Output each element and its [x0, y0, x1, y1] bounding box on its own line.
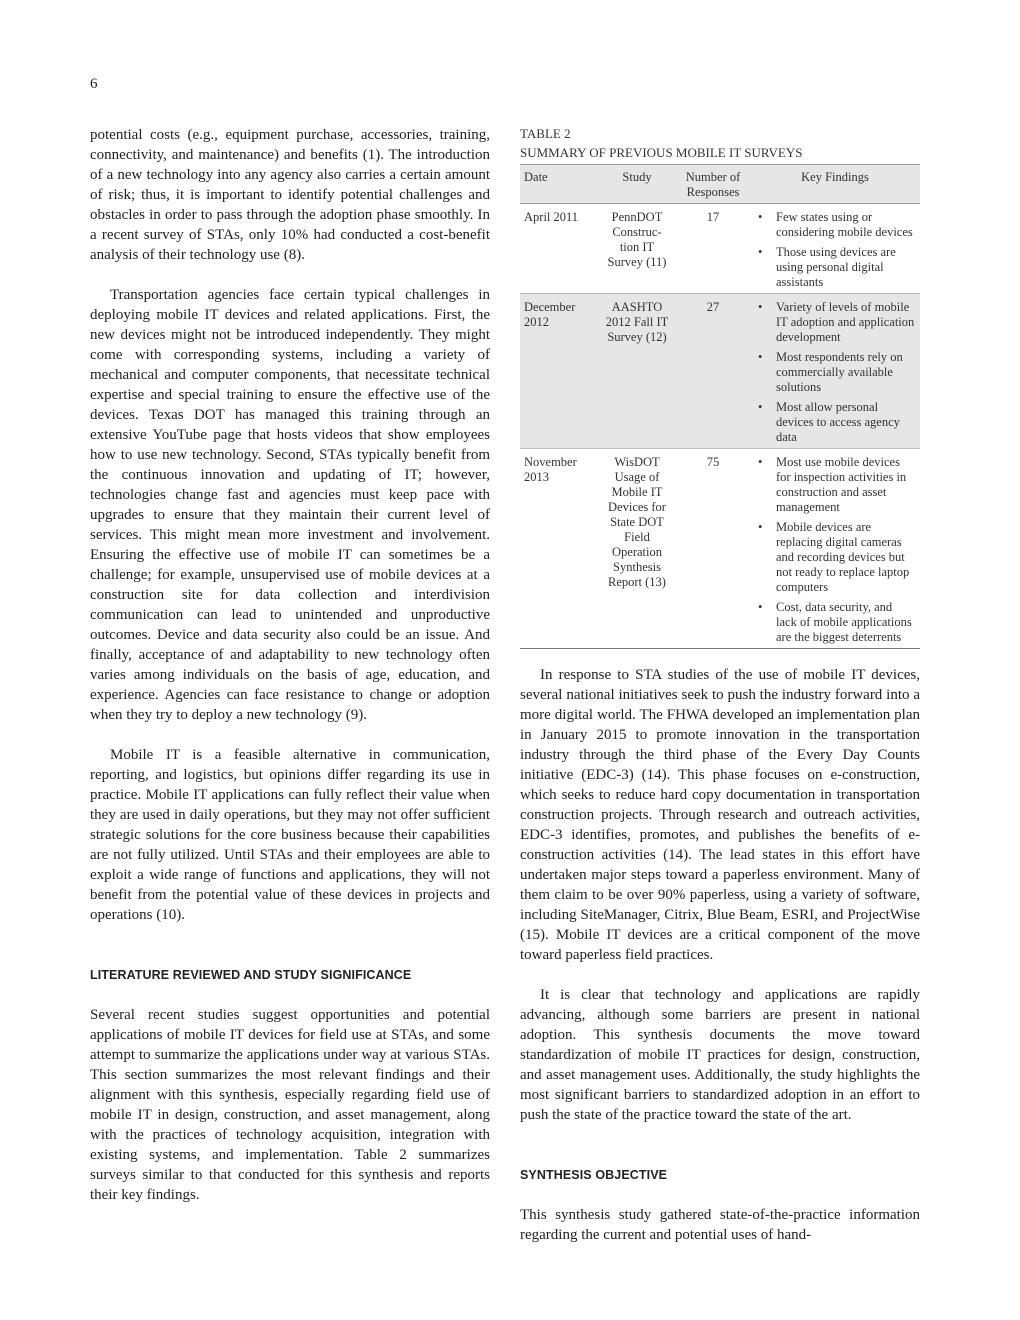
finding-item: • Mobile devices are replacing digital cameras and recording devices but not ready to replace laptop computers	[758, 520, 910, 594]
table-label: TABLE 2	[520, 126, 571, 141]
cell-study: AASHTO 2012 Fall IT Survey (12)	[598, 294, 676, 449]
finding-item: • Most allow personal devices to access agency data	[758, 400, 900, 444]
finding-item: • Variety of levels of mobile IT adoption and application development	[758, 300, 915, 344]
left-paragraph-1: potential costs (e.g., equipment purchase, accessories, training, connectivity, and maintenance) and benefits (1). The introduction of a new technology into any agency also carries a certain amount of risk; thus, it is important to identify potential challenges and obstacles in order to pass through the adoption phase smoothly. In a recent survey of STAs, only 10% had conducted a cost-benefit analysis of their technology use (8).	[90, 127, 490, 263]
cell-date: April 2011	[520, 204, 598, 294]
table-header-row	[520, 165, 920, 204]
cell-study: PennDOT Construc- tion IT Survey (11)	[598, 204, 676, 294]
summary-table-block	[520, 124, 920, 649]
right-paragraph-1: In response to STA studies of the use of mobile IT devices, several national initiatives seek to push the industry forward into a more digital world. The FHWA developed an implementation plan in January 2015 to promote innovation in the transportation industry through the third phase of the Every Day Counts initiative (EDC-3) (14). This phase focuses on e-construction, which seeks to reduce hard copy documentation in transportation construction projects. Through research and outreach activities, EDC-3 identifies, promotes, and publishes the benefits of e-construction activities (14). The lead states in this effort have undertaken major steps toward a paperless environment. Many of them claim to be over 90% paperless, using a variety of software, including SiteManager, Citrix, Blue Beam, ESRI, and ProjectWise (15). Mobile IT devices are a critical component of the move toward paperless field practices.	[520, 667, 920, 963]
section-heading-objective: SYNTHESIS OBJECTIVE	[520, 1168, 668, 1182]
cell-responses: 27	[676, 294, 750, 449]
cell-findings	[750, 294, 920, 449]
table-row	[520, 294, 920, 449]
cell-study: WisDOT Usage of Mobile IT Devices for State DOT Field Operation Synthesis Report (13)	[598, 449, 676, 649]
cell-findings	[750, 449, 920, 649]
cell-date: December 2012	[520, 294, 598, 449]
summary-table	[520, 164, 920, 649]
cell-findings	[750, 204, 920, 294]
table-row	[520, 449, 920, 649]
right-column	[520, 665, 920, 1245]
finding-item: • Few states using or considering mobile devices	[758, 210, 913, 239]
finding-item: • Those using devices are using personal digital assistants	[758, 245, 896, 289]
left-paragraph-4: Several recent studies suggest opportunities and potential applications of mobile IT devices for field use at STAs, and some attempt to summarize the applications under way at various STAs. This section summarizes the most relevant findings and their alignment with this synthesis, especially regarding field use of mobile IT in design, construction, and asset management, along with the practices of technology acquisition, integration with existing systems, and implementation. Table 2 summarizes surveys similar to that conducted for this synthesis and reports their key findings.	[90, 1007, 490, 1203]
finding-item: • Most use mobile devices for inspection activities in construction and asset management	[758, 455, 907, 514]
right-paragraph-3: This synthesis study gathered state-of-the-practice information regarding the current and potential uses of hand-	[520, 1207, 920, 1243]
cell-date: November 2013	[520, 449, 598, 649]
left-column	[90, 125, 490, 1205]
finding-item: • Most respondents rely on commercially available solutions	[758, 350, 903, 394]
right-paragraph-2: It is clear that technology and applications are rapidly advancing, although some barriers are present in national adoption. This synthesis documents the move toward standardization of mobile IT practices for design, construction, and asset management uses. Additionally, the study highlights the most significant barriers to standardized adoption in an effort to push the state of the practice toward the state of the art.	[520, 987, 920, 1123]
finding-item: • Cost, data security, and lack of mobile applications are the biggest deterrents	[758, 600, 912, 644]
header-findings: Key Findings	[750, 165, 920, 204]
header-responses: Number of Responses	[676, 165, 750, 204]
left-paragraph-3: Mobile IT is a feasible alternative in communication, reporting, and logistics, but opinions differ regarding its use in practice. Mobile IT applications can fully reflect their value when they are used in daily operations, but they may not offer sufficient strategic solutions for the core business because their capabilities are not fully utilized. Until STAs and their employees are able to exploit a wide range of functions and applications, they will not benefit from the potential value of these devices in projects and operations (10).	[90, 747, 490, 923]
page-number: 6	[90, 76, 98, 92]
section-heading-literature: LITERATURE REVIEWED AND STUDY SIGNIFICANCE	[90, 968, 412, 982]
cell-responses: 75	[676, 449, 750, 649]
left-paragraph-2: Transportation agencies face certain typical challenges in deploying mobile IT devices and related applications. First, the new devices might not be introduced independently. They might come with corresponding systems, including a variety of mechanical and computer components, that necessitate technical expertise and special training to ensure the effective use of the devices. Texas DOT has managed this training through an extensive YouTube page that hosts videos that show employees how to use new technology. Second, STAs typically benefit from the continuous innovation and updating of IT; however, technologies change fast and agencies must keep pace with upgrades to ensure that they maintain their current level of services. This might mean more investment and involvement. Ensuring the effective use of mobile IT can sometimes be a challenge; for example, unsupervised use of mobile devices at a construction site for data collection and interdivision communication can lead to unintended and unproductive outcomes. Device and data security also could be an issue. And finally, acceptance of and adaptability to new technology often varies among individuals on the basis of age, education, and experience. Agencies can face resistance to change or adoption when they try to deploy a new technology (9).	[90, 287, 490, 723]
cell-responses: 17	[676, 204, 750, 294]
table-row	[520, 204, 920, 294]
table-title: SUMMARY OF PREVIOUS MOBILE IT SURVEYS	[520, 145, 803, 160]
header-study: Study	[598, 165, 676, 204]
header-date: Date	[520, 165, 598, 204]
